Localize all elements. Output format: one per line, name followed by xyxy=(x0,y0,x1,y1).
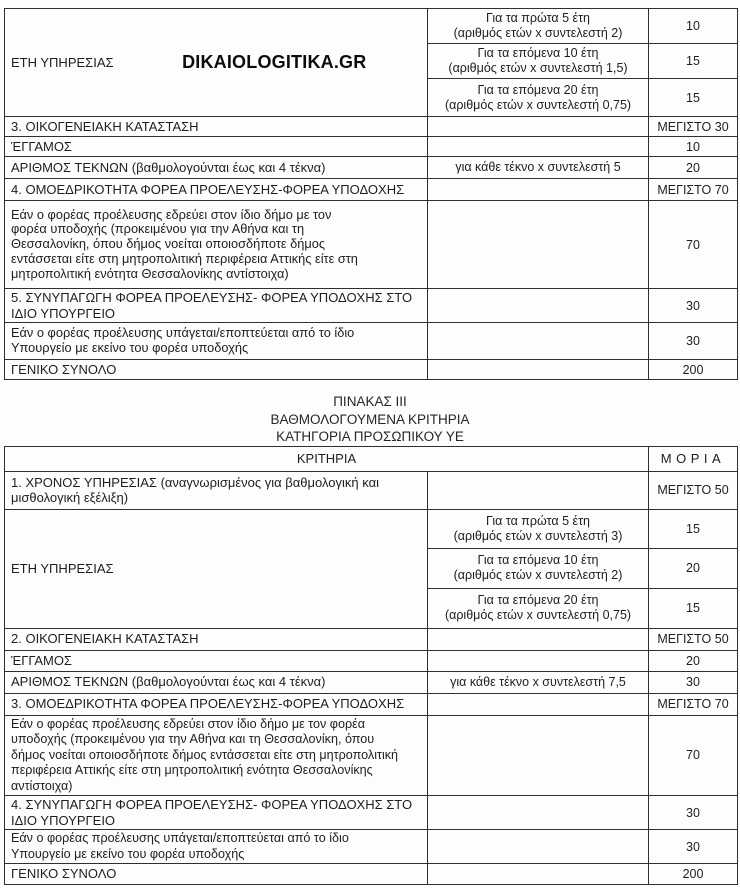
detail-cell xyxy=(428,323,649,360)
detail-cell xyxy=(428,864,649,885)
detail-cell: για κάθε τέκνο x συντελεστή 7,5 xyxy=(428,671,649,693)
criteria-cell: 4. ΣΥΝΥΠΑΓΩΓΗ ΦΟΡΕΑ ΠΡΟΕΛΕΥΣΗΣ- ΦΟΡΕΑ ΥΠΟΔΟΧΗΣ ΣΤΟ ΙΔΙΟ ΥΠΟΥΡΓΕΙΟ xyxy=(5,796,428,830)
criteria-cell: Εάν ο φορέας προέλευσης εδρεύει στον ίδιο δήμο με τον φορέα υποδοχής (προκειμένου για την Αθήνα και τη Θεσσαλονίκη, όπου δήμος νοείται οποιοσδήποτε δήμος εντάσσεται είτε στη μητροπολιτική περιφέρεια Αττικής είτε στη μητροπολιτική ενότητα Θεσσαλονίκης αντίστοιχα) xyxy=(5,201,428,289)
table-criteria-ye xyxy=(4,446,738,886)
tier-line-2: (αριθμός ετών x συντελεστή 0,75) xyxy=(444,608,632,622)
detail-cell: για κάθε τέκνο x συντελεστή 5 xyxy=(428,157,649,179)
detail-cell xyxy=(428,201,649,289)
detail-cell xyxy=(428,471,649,509)
table-row xyxy=(5,323,738,360)
detail-cell xyxy=(428,796,649,830)
table-row xyxy=(5,864,738,885)
table-row xyxy=(5,715,738,796)
points-cell: 70 xyxy=(649,715,738,796)
tier-line-2: (αριθμός ετών x συντελεστή 0,75) xyxy=(444,97,632,112)
watermark-text: DIKAIOLOGITIKA.GR xyxy=(182,52,367,72)
detail-cell xyxy=(428,137,649,157)
criteria-cell: 3. ΟΙΚΟΓΕΝΕΙΑΚΗ ΚΑΤΑΣΤΑΣΗ xyxy=(5,117,428,137)
tier-line-2: (αριθμός ετών x συντελεστή 3) xyxy=(453,528,623,543)
points-header-cell: ΜΟΡΙΑ xyxy=(649,446,738,471)
table-row xyxy=(5,628,738,650)
points-cell: 30 xyxy=(649,323,738,360)
table-row xyxy=(5,671,738,693)
points-cell: 10 xyxy=(649,137,738,157)
points-cell: 30 xyxy=(649,796,738,830)
points-cell: 15 xyxy=(649,79,738,117)
table-row xyxy=(5,796,738,830)
points-cell: 200 xyxy=(649,360,738,380)
points-cell: 10 xyxy=(649,9,738,44)
table-heading xyxy=(0,393,740,446)
detail-cell xyxy=(428,360,649,380)
points-cell: 200 xyxy=(649,864,738,885)
table-row xyxy=(5,509,738,548)
tier-description-cell xyxy=(428,548,649,588)
tier-line-1: Για τα πρώτα 5 έτη xyxy=(486,11,590,25)
table-row xyxy=(5,693,738,715)
detail-cell xyxy=(428,650,649,671)
criteria-cell: Εάν ο φορέας προέλευσης υπάγεται/εποπτεύεται από το ίδιο Υπουργείο με εκείνο του φορέα υποδοχής xyxy=(5,830,428,864)
criteria-cell: ΑΡΙΘΜΟΣ ΤΕΚΝΩΝ (βαθμολογούνται έως και 4 τέκνα) xyxy=(5,671,428,693)
detail-cell xyxy=(428,693,649,715)
criteria-header-cell: ΚΡΙΤΗΡΙΑ xyxy=(5,446,649,471)
heading-category: ΚΑΤΗΓΟΡΙΑ ΠΡΟΣΩΠΙΚΟΥ ΥΕ xyxy=(276,429,464,444)
service-years-group-cell xyxy=(5,9,428,117)
table-row xyxy=(5,179,738,201)
criteria-cell: 5. ΣΥΝΥΠΑΓΩΓΗ ΦΟΡΕΑ ΠΡΟΕΛΕΥΣΗΣ- ΦΟΡΕΑ ΥΠΟΔΟΧΗΣ ΣΤΟ ΙΔΙΟ ΥΠΟΥΡΓΕΙΟ xyxy=(5,289,428,323)
detail-cell xyxy=(428,628,649,650)
table-row xyxy=(5,650,738,671)
criteria-cell: ΓΕΝΙΚΟ ΣΥΝΟΛΟ xyxy=(5,864,428,885)
criteria-cell: 2. ΟΙΚΟΓΕΝΕΙΑΚΗ ΚΑΤΑΣΤΑΣΗ xyxy=(5,628,428,650)
tier-line-1: Για τα πρώτα 5 έτη xyxy=(486,513,590,528)
table-header-row xyxy=(5,446,738,471)
detail-cell xyxy=(428,715,649,796)
points-cell: 70 xyxy=(649,201,738,289)
table-row xyxy=(5,830,738,864)
tier-line-1: Για τα επόμενα 20 έτη xyxy=(477,82,599,97)
table-row xyxy=(5,289,738,323)
tier-description-cell xyxy=(428,79,649,117)
tier-line-1: Για τα επόμενα 10 έτη xyxy=(477,553,599,567)
service-years-label: ΕΤΗ ΥΠΗΡΕΣΙΑΣ xyxy=(11,560,114,576)
table-row xyxy=(5,137,738,157)
detail-cell xyxy=(428,117,649,137)
service-years-group-cell xyxy=(5,509,428,628)
points-cell: 15 xyxy=(649,588,738,628)
table-row xyxy=(5,157,738,179)
points-cell: ΜΕΓΙΣΤΟ 70 xyxy=(649,179,738,201)
points-cell: 15 xyxy=(649,44,738,79)
criteria-cell: ΓΕΝΙΚΟ ΣΥΝΟΛΟ xyxy=(5,360,428,380)
tier-line-2: (αριθμός ετών x συντελεστή 1,5) xyxy=(448,61,628,75)
table-row xyxy=(5,117,738,137)
detail-cell xyxy=(428,830,649,864)
tier-line-1: Για τα επόμενα 20 έτη xyxy=(477,593,599,607)
criteria-cell: Εάν ο φορέας προέλευσης εδρεύει στον ίδιο δήμο με τον φορέα υποδοχής (προκειμένου για την Αθήνα και τη Θεσσαλονίκη, όπου δήμος νοείται οποιοσδήποτε δήμος εντάσσεται είτε στη μητροπολιτική περιφέρεια Αττικής είτε στη μητροπολιτική ενότητα Θεσσαλονίκης αντίστοιχα) xyxy=(5,715,428,796)
criteria-cell: 3. ΟΜΟΕΔΡΙΚΟΤΗΤΑ ΦΟΡΕΑ ΠΡΟΕΛΕΥΣΗΣ-ΦΟΡΕΑ ΥΠΟΔΟΧΗΣ xyxy=(5,693,428,715)
criteria-cell: ΈΓΓΑΜΟΣ xyxy=(5,650,428,671)
heading-title: ΒΑΘΜΟΛΟΓΟΥΜΕΝΑ ΚΡΙΤΗΡΙΑ xyxy=(270,411,470,427)
tier-line-1: Για τα επόμενα 10 έτη xyxy=(477,46,599,60)
points-cell: 30 xyxy=(649,671,738,693)
tier-line-2: (αριθμός ετών x συντελεστή 2) xyxy=(453,26,623,40)
heading-table-number: ΠΙΝΑΚΑΣ III xyxy=(333,394,407,409)
points-cell: 20 xyxy=(649,548,738,588)
criteria-cell: Εάν ο φορέας προέλευσης υπάγεται/εποπτεύεται από το ίδιο Υπουργείο με εκείνο του φορέα υποδοχής xyxy=(5,323,428,360)
points-cell: ΜΕΓΙΣΤΟ 70 xyxy=(649,693,738,715)
points-cell: 20 xyxy=(649,650,738,671)
tier-description-cell xyxy=(428,509,649,548)
points-cell: ΜΕΓΙΣΤΟ 30 xyxy=(649,117,738,137)
criteria-cell: ΑΡΙΘΜΟΣ ΤΕΚΝΩΝ (βαθμολογούνται έως και 4 τέκνα) xyxy=(5,157,428,179)
points-cell: ΜΕΓΙΣΤΟ 50 xyxy=(649,471,738,509)
tier-line-2: (αριθμός ετών x συντελεστή 2) xyxy=(453,568,623,582)
criteria-cell: 4. ΟΜΟΕΔΡΙΚΟΤΗΤΑ ΦΟΡΕΑ ΠΡΟΕΛΕΥΣΗΣ-ΦΟΡΕΑ ΥΠΟΔΟΧΗΣ xyxy=(5,179,428,201)
detail-cell xyxy=(428,289,649,323)
table-criteria-upper xyxy=(4,8,738,380)
table-row xyxy=(5,360,738,380)
criteria-cell: ΈΓΓΑΜΟΣ xyxy=(5,137,428,157)
table-row xyxy=(5,471,738,509)
table-row xyxy=(5,9,738,44)
tier-description-cell xyxy=(428,9,649,44)
points-cell: 15 xyxy=(649,509,738,548)
detail-cell xyxy=(428,179,649,201)
table-row xyxy=(5,201,738,289)
points-cell: 30 xyxy=(649,830,738,864)
tier-description-cell xyxy=(428,588,649,628)
tier-description-cell xyxy=(428,44,649,79)
points-cell: 30 xyxy=(649,289,738,323)
points-cell: ΜΕΓΙΣΤΟ 50 xyxy=(649,628,738,650)
points-cell: 20 xyxy=(649,157,738,179)
criteria-cell: 1. ΧΡΟΝΟΣ ΥΠΗΡΕΣΙΑΣ (αναγνωρισμένος για βαθμολογική και μισθολογική εξέλιξη) xyxy=(5,471,428,509)
service-years-label: ΕΤΗ ΥΠΗΡΕΣΙΑΣ xyxy=(11,55,114,70)
